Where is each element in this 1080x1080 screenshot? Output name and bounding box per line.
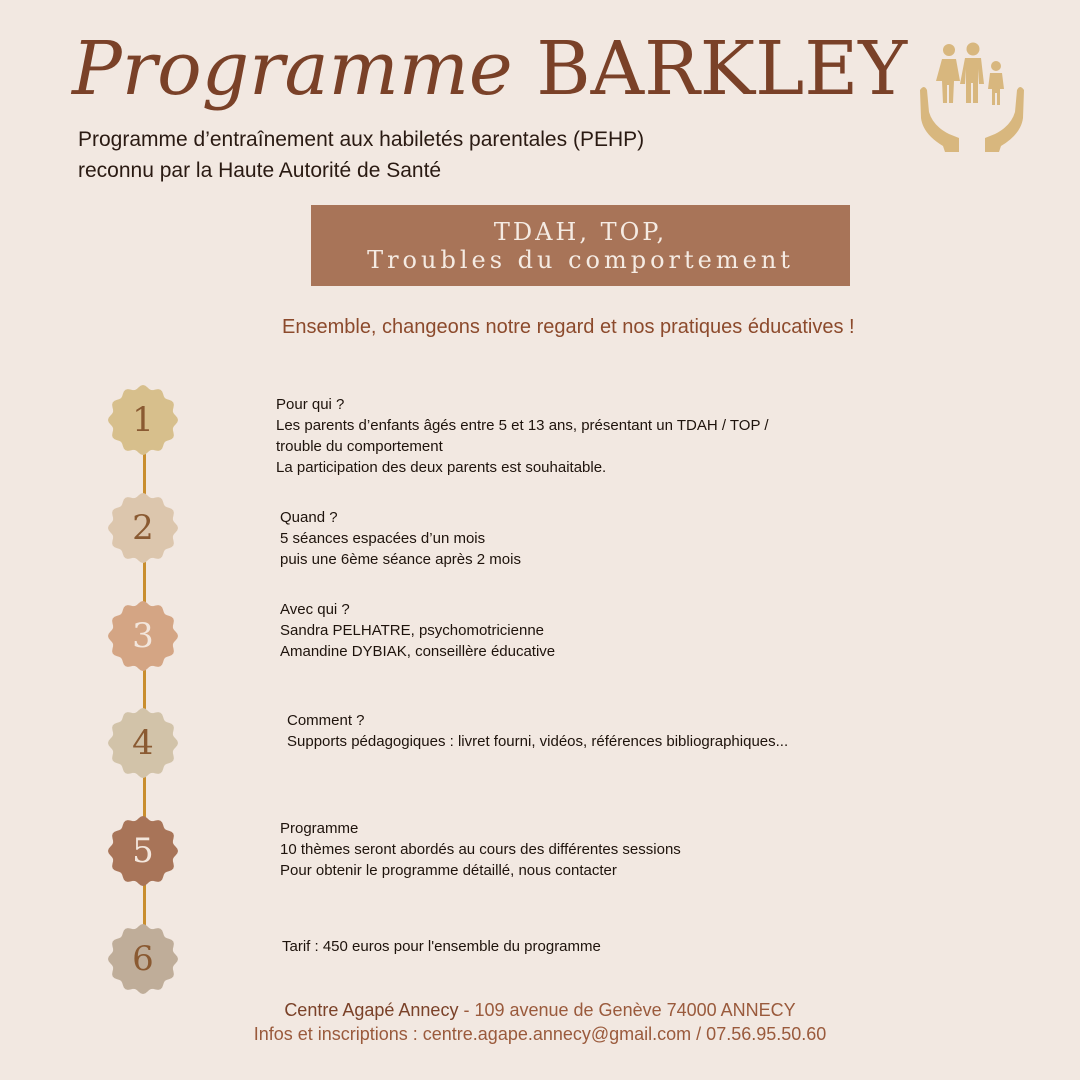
step-line: 5 séances espacées d’un mois: [280, 530, 486, 547]
center-address: - 109 avenue de Genève 74000 ANNECY: [458, 1000, 796, 1020]
step-number: 3: [132, 616, 154, 656]
step-line: La participation des deux parents est souhaitable.: [276, 459, 607, 476]
step-badge-2: [107, 492, 179, 564]
title-script: Programme: [72, 26, 513, 112]
step-heading: Programme: [280, 820, 359, 837]
step-line: Pour obtenir le programme détaillé, nous contacter: [280, 862, 617, 879]
step-line: Supports pédagogiques : livret fourni, vidéos, références bibliographiques...: [287, 733, 789, 750]
step-text-6: [282, 936, 601, 957]
step-heading: Quand ?: [280, 509, 338, 526]
step-line: puis une 6ème séance après 2 mois: [280, 551, 521, 568]
step-number: 5: [132, 831, 154, 871]
step-line: Sandra PELHATRE, psychomotricienne: [280, 622, 545, 639]
topic-banner: [311, 205, 850, 286]
subtitle-line-1: Programme d’entraînement aux habiletés parentales (PEHP): [78, 128, 645, 151]
step-line: 10 thèmes seront abordés au cours des différentes sessions: [280, 841, 681, 858]
page-title: [72, 26, 907, 112]
subtitle: [78, 124, 644, 186]
step-text-5: [280, 818, 681, 881]
family-hands-icon: [918, 40, 1026, 152]
step-number: 2: [132, 508, 154, 548]
footer-address: [0, 1000, 1080, 1021]
step-badge-5: [107, 815, 179, 887]
center-name: Centre Agapé Annecy: [284, 1000, 459, 1020]
step-text-4: [287, 710, 788, 752]
subtitle-line-2: reconnu par la Haute Autorité de Santé: [78, 159, 442, 182]
step-text-3: [280, 599, 555, 662]
slogan: Ensemble, changeons notre regard et nos pratiques éducatives !: [282, 316, 855, 338]
step-text-1: [276, 394, 769, 478]
step-number: 4: [132, 723, 154, 763]
step-badge-4: [107, 707, 179, 779]
step-badge-6: [107, 923, 179, 995]
step-badge-3: [107, 600, 179, 672]
step-number: 1: [132, 400, 154, 440]
title-caps: BARKLEY: [536, 26, 908, 112]
footer-contact: Infos et inscriptions : centre.agape.annecy@gmail.com / 07.56.95.50.60: [253, 1024, 827, 1044]
step-text-2: [280, 507, 521, 570]
step-heading: Pour qui ?: [276, 396, 345, 413]
step-heading: Comment ?: [287, 712, 365, 729]
banner-line-1: TDAH, TOP,: [493, 217, 668, 246]
step-heading: Avec qui ?: [280, 601, 350, 618]
banner-line-2: Troubles du comportement: [367, 245, 794, 274]
step-line: Amandine DYBIAK, conseillère éducative: [280, 643, 556, 660]
step-heading: Tarif : 450 euros pour l'ensemble du programme: [282, 938, 601, 955]
step-number: 6: [132, 939, 154, 979]
step-line: Les parents d’enfants âgés entre 5 et 13 ans, présentant un TDAH / TOP /: [276, 417, 769, 434]
step-line: trouble du comportement: [276, 438, 443, 455]
step-badge-1: [107, 384, 179, 456]
